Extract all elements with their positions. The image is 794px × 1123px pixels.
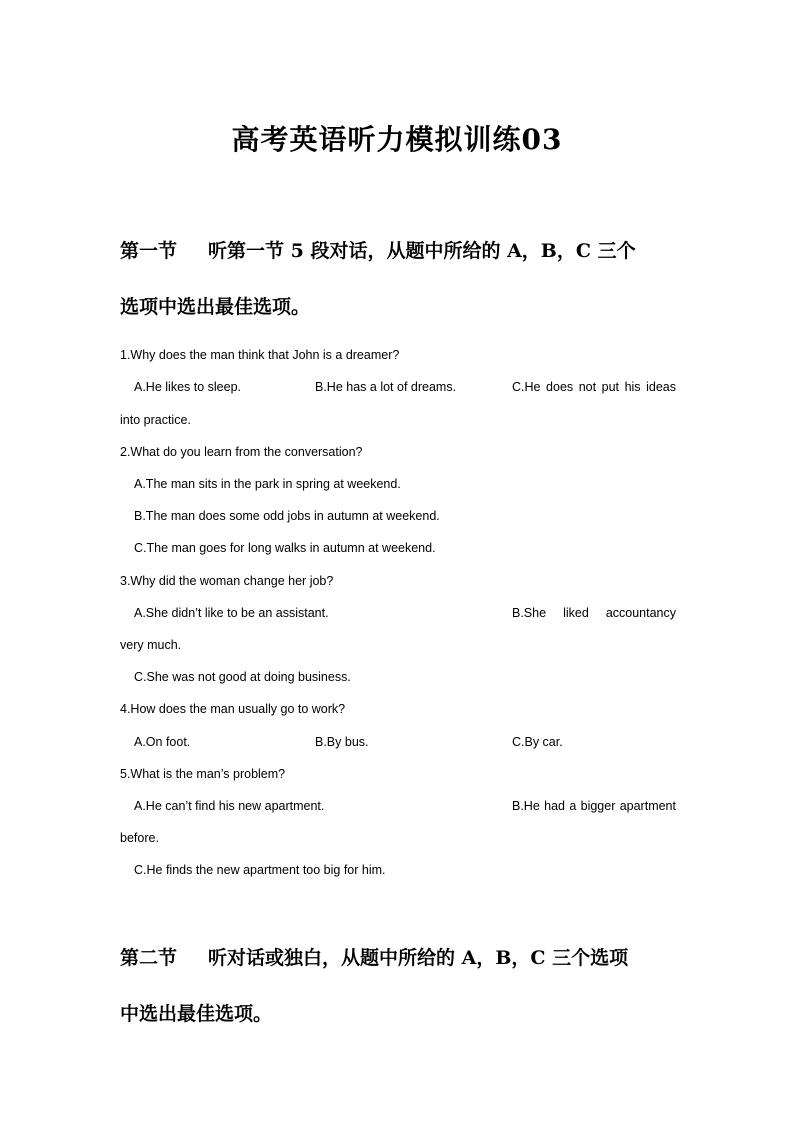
option-b: B.She liked accountancy	[512, 606, 676, 620]
option-c: C.By car.	[512, 735, 563, 749]
question-3-options	[120, 602, 676, 624]
section-1-heading	[120, 223, 676, 335]
question-2-options	[120, 473, 676, 495]
option-b: B.The man does some odd jobs in autumn at weekend.	[134, 509, 440, 523]
question-1-option-c-continued: into practice.	[120, 413, 191, 427]
option-a: A.He likes to sleep.	[134, 380, 241, 394]
option-c: C.He does not put his ideas	[512, 380, 676, 394]
option-c: C.The man goes for long walks in autumn at weekend.	[134, 541, 436, 555]
question-2-options	[120, 537, 676, 559]
option-b: B.By bus.	[315, 735, 369, 749]
question-4-stem: 4.How does the man usually go to work?	[120, 702, 346, 716]
section-2-instruction-2: 中选出最佳选项。	[120, 1003, 273, 1025]
option-b: B.He has a lot of dreams.	[315, 380, 457, 394]
question-1-options	[120, 376, 676, 398]
question-3-options	[120, 666, 676, 688]
section-1-label: 第一节	[120, 240, 178, 262]
page-title: 高考英语听力模拟训练03	[231, 123, 563, 156]
question-4-options	[120, 731, 676, 753]
section-1-instruction-1: 听第一节 5 段对话，从题中所给的 A，B，C 三个	[208, 240, 636, 262]
question-5-stem: 5.What is the man’s problem?	[120, 767, 286, 781]
question-5-options	[120, 795, 676, 817]
option-b: B.He had a bigger apartment	[512, 799, 676, 813]
question-1-stem: 1.Why does the man think that John is a dreamer?	[120, 348, 400, 362]
section-1-instruction-2: 选项中选出最佳选项。	[120, 296, 311, 318]
question-5-option-b-continued: before.	[120, 831, 159, 845]
section-2-heading	[120, 930, 676, 1042]
section-2-line-1	[120, 930, 676, 986]
option-a: A.She didn’t like to be an assistant.	[134, 606, 329, 620]
section-2-label: 第二节	[120, 947, 178, 969]
option-a: A.On foot.	[134, 735, 191, 749]
section-2-instruction-1: 听对话或独白，从题中所给的 A，B，C 三个选项	[208, 947, 629, 969]
question-3-stem: 3.Why did the woman change her job?	[120, 574, 334, 588]
question-5-options	[120, 859, 676, 881]
option-a: A.He can’t find his new apartment.	[134, 799, 325, 813]
question-2-options	[120, 505, 676, 527]
question-3-option-b-continued: very much.	[120, 638, 182, 652]
section-1-line-1	[120, 223, 676, 279]
option-a: A.The man sits in the park in spring at weekend.	[134, 477, 401, 491]
question-2-stem: 2.What do you learn from the conversation?	[120, 445, 363, 459]
option-c: C.She was not good at doing business.	[134, 670, 351, 684]
option-c: C.He finds the new apartment too big for him.	[134, 863, 386, 877]
